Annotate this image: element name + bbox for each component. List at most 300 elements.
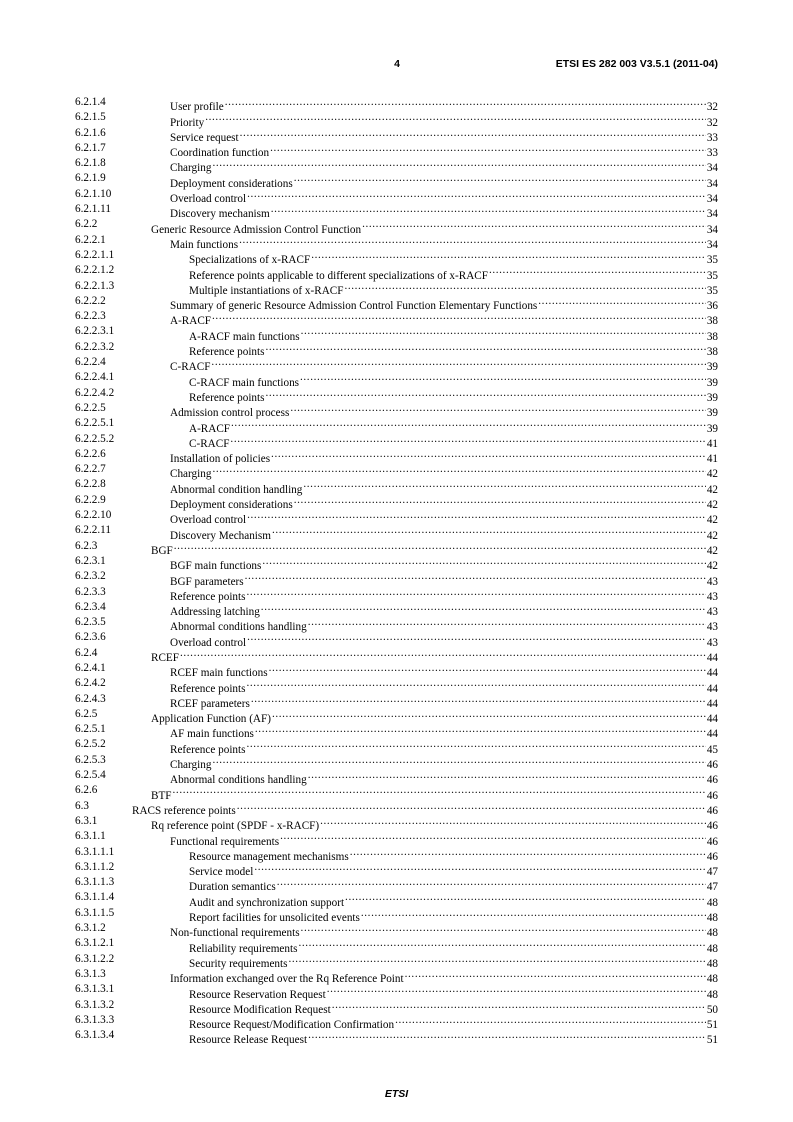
toc-section-number: 6.2.6 — [75, 784, 98, 797]
toc-entry[interactable] — [75, 309, 718, 328]
toc-entry[interactable] — [75, 217, 718, 236]
toc-entry[interactable] — [75, 829, 718, 848]
toc-section-number: 6.2.2.5.2 — [75, 432, 115, 445]
toc-section-number: 6.3.1.3.1 — [75, 983, 115, 996]
toc-entry[interactable] — [75, 646, 718, 664]
toc-section-number: 6.2.2.3.1 — [75, 325, 115, 338]
toc-section-title: Abnormal condition handling — [170, 483, 303, 496]
toc-section-title: Service model — [189, 866, 254, 879]
toc-section-number: 6.2.1.9 — [75, 172, 106, 185]
toc-entry[interactable] — [75, 141, 718, 160]
toc-dot-leader — [231, 416, 706, 431]
toc-section-title: A-RACF — [189, 422, 231, 435]
toc-page-number: 46 — [706, 804, 718, 817]
toc-entry[interactable] — [75, 523, 718, 542]
toc-section-title: Security requirements — [189, 957, 288, 970]
toc-entry[interactable] — [75, 156, 718, 175]
toc-dot-leader — [294, 493, 706, 508]
toc-page-number: 46 — [706, 820, 718, 833]
toc-section-title: RCEF — [151, 651, 179, 664]
toc-entry[interactable] — [75, 248, 718, 267]
toc-section-number: 6.2.4.2 — [75, 677, 106, 690]
toc-page-number: 39 — [706, 422, 718, 435]
toc-page-number: 48 — [706, 896, 718, 909]
toc-page-number: 51 — [706, 1019, 718, 1032]
toc-dot-leader — [362, 217, 706, 232]
toc-page-number: 46 — [706, 850, 718, 863]
toc-dot-leader — [239, 233, 706, 248]
toc-entry[interactable] — [75, 1028, 718, 1047]
toc-page-number: 45 — [706, 743, 718, 756]
toc-dot-leader — [254, 860, 706, 875]
toc-entry[interactable] — [75, 661, 718, 680]
toc-section-title: Non-functional requirements — [170, 927, 300, 940]
toc-section-title: A-RACF — [170, 315, 212, 328]
toc-entry[interactable] — [75, 692, 718, 710]
toc-section-number: 6.3.1.1.1 — [75, 845, 115, 858]
toc-page-number: 48 — [706, 927, 718, 940]
toc-entry[interactable] — [75, 462, 718, 481]
toc-section-title: Main functions — [170, 238, 239, 251]
toc-page-number: 34 — [706, 177, 718, 190]
toc-page-number: 43 — [706, 636, 718, 649]
toc-section-title: Admission control process — [170, 407, 290, 420]
toc-page-number: 43 — [706, 621, 718, 634]
toc-page-number: 39 — [706, 407, 718, 420]
toc-entry[interactable] — [75, 814, 718, 833]
toc-entry[interactable] — [75, 432, 718, 450]
toc-section-title: Specializations of x-RACF — [189, 254, 311, 267]
toc-entry[interactable] — [75, 294, 718, 313]
toc-entry[interactable] — [75, 279, 718, 297]
toc-entry[interactable] — [75, 875, 718, 894]
toc-section-title: Reliability requirements — [189, 942, 298, 955]
toc-dot-leader — [269, 661, 706, 676]
toc-section-title: Overload control — [170, 193, 247, 206]
toc-page-number: 42 — [706, 529, 718, 542]
toc-entry[interactable] — [75, 95, 718, 114]
toc-page-number: 34 — [706, 223, 718, 236]
toc-dot-leader — [246, 676, 705, 691]
toc-page-number: 36 — [706, 300, 718, 313]
toc-section-title: Deployment considerations — [170, 499, 293, 512]
toc-entry[interactable] — [75, 416, 718, 435]
toc-section-title: A-RACF main functions — [189, 330, 300, 343]
toc-section-title: Resource management mechanisms — [189, 850, 349, 863]
toc-section-number: 6.2.4.1 — [75, 661, 106, 674]
toc-dot-leader — [300, 370, 706, 385]
toc-section-title: C-RACF — [189, 437, 230, 450]
toc-dot-leader — [350, 845, 706, 860]
toc-section-number: 6.3.1.3.2 — [75, 998, 115, 1011]
toc-section-number: 6.2.2.2 — [75, 294, 106, 307]
toc-page-number: 35 — [706, 284, 718, 297]
toc-section-title: Rq reference point (SPDF - x-RACF) — [151, 820, 320, 833]
toc-page-number: 46 — [706, 835, 718, 848]
toc-section-number: 6.2.2.1.3 — [75, 279, 115, 292]
toc-section-title: Resource Release Request — [189, 1034, 308, 1047]
toc-section-title: Discovery Mechanism — [170, 529, 271, 542]
toc-entry[interactable] — [75, 630, 718, 649]
toc-entry[interactable] — [75, 477, 718, 496]
toc-section-title: BGF parameters — [170, 575, 244, 588]
toc-page-number: 41 — [706, 437, 718, 450]
toc-entry[interactable] — [75, 401, 718, 420]
toc-section-number: 6.2.2.6 — [75, 447, 106, 460]
toc-dot-leader — [311, 248, 706, 263]
toc-page-number: 47 — [706, 866, 718, 879]
toc-section-title: Generic Resource Admission Control Function — [151, 223, 362, 236]
toc-dot-leader — [237, 799, 706, 814]
toc-section-number: 6.3.1.1.5 — [75, 906, 115, 919]
toc-section-title: Reference points applicable to different specializations of x-RACF — [189, 269, 488, 282]
toc-entry[interactable] — [75, 921, 718, 940]
toc-entry[interactable] — [75, 1013, 718, 1032]
toc-section-title: Resource Reservation Request — [189, 988, 326, 1001]
toc-section-number: 6.2.3.3 — [75, 585, 106, 598]
toc-dot-leader — [246, 737, 705, 752]
toc-page-number: 43 — [706, 590, 718, 603]
toc-section-title: Service request — [170, 131, 239, 144]
toc-section-title: RCEF parameters — [170, 697, 250, 710]
toc-page-number: 34 — [706, 208, 718, 221]
toc-dot-leader — [288, 952, 705, 967]
toc-section-number: 6.2.3.2 — [75, 570, 106, 583]
toc-section-title: Reference points — [170, 743, 246, 756]
page-number: 4 — [394, 58, 400, 70]
toc-section-title: BGF — [151, 544, 173, 557]
toc-page-number: 47 — [706, 881, 718, 894]
toc-dot-leader — [212, 156, 705, 171]
toc-page-number: 39 — [706, 376, 718, 389]
toc-entry[interactable] — [75, 952, 718, 970]
toc-section-number: 6.3.1.1 — [75, 830, 106, 843]
toc-dot-leader — [320, 814, 706, 829]
toc-entry[interactable] — [75, 585, 718, 603]
toc-page-number: 51 — [706, 1034, 718, 1047]
toc-section-number: 6.2.2.3.2 — [75, 340, 115, 353]
toc-section-title: Reference points — [189, 346, 265, 359]
toc-entry[interactable] — [75, 936, 718, 955]
toc-entry[interactable] — [75, 554, 718, 573]
toc-section-title: Application Function (AF) — [151, 713, 271, 726]
toc-dot-leader — [265, 340, 705, 355]
toc-dot-leader — [240, 126, 706, 141]
toc-page-number: 33 — [706, 147, 718, 160]
toc-section-title: AF main functions — [170, 728, 254, 741]
toc-section-number: 6.2.2.3 — [75, 310, 106, 323]
toc-page-number: 41 — [706, 453, 718, 466]
toc-page-number: 43 — [706, 575, 718, 588]
toc-section-title: RACS reference points — [132, 804, 236, 817]
toc-section-number: 6.2.5 — [75, 707, 98, 720]
toc-section-title: C-RACF main functions — [189, 376, 300, 389]
toc-dot-leader — [271, 447, 706, 462]
toc-page-number: 43 — [706, 606, 718, 619]
toc-entry[interactable] — [75, 860, 718, 879]
toc-page-number: 32 — [706, 116, 718, 129]
toc-section-number: 6.2.5.4 — [75, 769, 106, 782]
toc-section-number: 6.3.1.1.3 — [75, 876, 115, 889]
toc-page-number: 35 — [706, 269, 718, 282]
toc-dot-leader — [265, 386, 705, 401]
toc-section-title: Information exchanged over the Rq Reference Point — [170, 973, 404, 986]
toc-dot-leader — [225, 95, 706, 110]
toc-dot-leader — [211, 355, 705, 370]
toc-section-number: 6.2.2.10 — [75, 509, 112, 522]
toc-dot-leader — [277, 875, 706, 890]
toc-section-title: Report facilities for unsolicited events — [189, 912, 360, 925]
toc-dot-leader — [245, 569, 706, 584]
toc-dot-leader — [344, 279, 705, 294]
toc-page-number: 38 — [706, 315, 718, 328]
toc-section-title: Reference points — [170, 590, 246, 603]
toc-entry[interactable] — [75, 202, 718, 221]
toc-section-number: 6.2.3.5 — [75, 616, 106, 629]
toc-entry[interactable] — [75, 998, 718, 1016]
toc-section-title: Charging — [170, 759, 212, 772]
toc-entry[interactable] — [75, 600, 718, 619]
toc-page-number: 48 — [706, 957, 718, 970]
toc-section-number: 6.3.1.3.4 — [75, 1029, 115, 1042]
toc-page-number: 44 — [706, 713, 718, 726]
toc-entry[interactable] — [75, 845, 718, 863]
toc-page-number: 34 — [706, 238, 718, 251]
toc-page-number: 34 — [706, 193, 718, 206]
toc-section-number: 6.2.2.11 — [75, 524, 111, 537]
toc-dot-leader — [247, 630, 706, 645]
toc-section-number: 6.2.2.8 — [75, 478, 106, 491]
toc-section-title: Multiple instantiations of x-RACF — [189, 284, 344, 297]
toc-page-number: 46 — [706, 759, 718, 772]
toc-section-number: 6.3.1.2 — [75, 922, 106, 935]
toc-section-number: 6.2.3.6 — [75, 631, 106, 644]
toc-section-number: 6.3.1.1.2 — [75, 860, 115, 873]
toc-page-number: 42 — [706, 483, 718, 496]
toc-dot-leader — [301, 921, 706, 936]
toc-dot-leader — [280, 829, 706, 844]
toc-dot-leader — [345, 890, 706, 905]
toc-page-number: 39 — [706, 361, 718, 374]
toc-section-number: 6.2.4 — [75, 646, 98, 659]
toc-entry[interactable] — [75, 386, 718, 404]
toc-entry[interactable] — [75, 615, 718, 634]
toc-entry[interactable] — [75, 982, 718, 1001]
toc-entry[interactable] — [75, 508, 718, 527]
toc-section-number: 6.2.2.4.1 — [75, 371, 115, 384]
toc-page-number: 48 — [706, 988, 718, 1001]
toc-dot-leader — [180, 646, 706, 661]
toc-entry[interactable] — [75, 569, 718, 588]
toc-dot-leader — [270, 141, 706, 156]
toc-section-number: 6.2.5.1 — [75, 723, 106, 736]
toc-section-title: Priority — [170, 116, 205, 129]
toc-entry[interactable] — [75, 110, 718, 129]
toc-entry[interactable] — [75, 722, 718, 741]
toc-dot-leader — [538, 294, 706, 309]
toc-dot-leader — [246, 585, 705, 600]
toc-section-number: 6.2.2.1 — [75, 233, 106, 246]
toc-entry[interactable] — [75, 263, 718, 282]
toc-section-title: Abnormal conditions handling — [170, 774, 307, 787]
toc-entry[interactable] — [75, 799, 718, 817]
toc-section-title: Audit and synchronization support — [189, 896, 345, 909]
toc-section-number: 6.3.1 — [75, 814, 98, 827]
toc-section-number: 6.2.2.5.1 — [75, 417, 115, 430]
toc-page-number: 33 — [706, 131, 718, 144]
toc-dot-leader — [255, 722, 706, 737]
toc-section-number: 6.2.2.1.2 — [75, 264, 115, 277]
toc-entry[interactable] — [75, 707, 718, 726]
toc-dot-leader — [205, 110, 706, 125]
toc-page-number: 42 — [706, 544, 718, 557]
toc-dot-leader — [173, 783, 706, 798]
toc-dot-leader — [212, 309, 706, 324]
toc-dot-leader — [301, 324, 706, 339]
toc-dot-leader — [212, 753, 705, 768]
toc-section-number: 6.2.1.4 — [75, 96, 106, 108]
toc-section-title: Resource Request/Modification Confirmation — [189, 1019, 395, 1032]
toc-section-number: 6.2.5.3 — [75, 753, 106, 766]
toc-section-title: Charging — [170, 162, 212, 175]
toc-section-number: 6.2.4.3 — [75, 692, 106, 705]
toc-page-number: 44 — [706, 651, 718, 664]
toc-dot-leader — [327, 982, 706, 997]
toc-section-title: RCEF main functions — [170, 667, 268, 680]
toc-page-number: 46 — [706, 774, 718, 787]
toc-section-title: Summary of generic Resource Admission Control Function Elementary Functions — [170, 300, 538, 313]
toc-dot-leader — [261, 600, 706, 615]
toc-section-number: 6.3 — [75, 799, 89, 812]
toc-dot-leader — [308, 1028, 706, 1043]
toc-dot-leader — [489, 263, 706, 278]
toc-section-number: 6.2.3.1 — [75, 554, 106, 567]
toc-page-number: 39 — [706, 391, 718, 404]
toc-section-title: BGF main functions — [170, 560, 262, 573]
toc-dot-leader — [262, 554, 705, 569]
toc-section-number: 6.2.1.5 — [75, 111, 106, 124]
toc-dot-leader — [294, 171, 706, 186]
toc-entry[interactable] — [75, 355, 718, 374]
toc-section-number: 6.2.2.1.1 — [75, 248, 115, 261]
toc-section-number: 6.2.2.7 — [75, 463, 106, 476]
toc-entry[interactable] — [75, 171, 718, 190]
toc-dot-leader — [303, 477, 705, 492]
toc-page-number: 44 — [706, 697, 718, 710]
toc-section-number: 6.2.1.6 — [75, 126, 106, 139]
toc-dot-leader — [272, 707, 706, 722]
toc-entry[interactable] — [75, 539, 718, 557]
toc-section-number: 6.2.3.4 — [75, 600, 106, 613]
toc-entry[interactable] — [75, 906, 718, 925]
toc-page-number: 38 — [706, 346, 718, 359]
toc-entry[interactable] — [75, 493, 718, 512]
toc-page-number: 46 — [706, 789, 718, 802]
toc-page-number: 35 — [706, 254, 718, 267]
toc-entry[interactable] — [75, 233, 718, 251]
toc-dot-leader — [251, 692, 706, 707]
toc-dot-leader — [290, 401, 705, 416]
toc-page-number: 34 — [706, 162, 718, 175]
toc-section-number: 6.3.1.1.4 — [75, 891, 115, 904]
toc-section-number: 6.2.2.9 — [75, 493, 106, 506]
toc-entry[interactable] — [75, 753, 718, 772]
toc-section-number: 6.3.1.2.1 — [75, 937, 115, 950]
toc-page-number: 42 — [706, 514, 718, 527]
toc-section-number: 6.2.1.7 — [75, 141, 106, 154]
toc-section-title: User profile — [170, 101, 224, 114]
toc-section-title: Abnormal conditions handling — [170, 621, 307, 634]
toc-section-title: Duration semantics — [189, 881, 276, 894]
toc-page-number: 44 — [706, 682, 718, 695]
toc-entry[interactable] — [75, 967, 718, 986]
toc-page-number: 42 — [706, 560, 718, 573]
toc-entry[interactable] — [75, 324, 718, 343]
toc-section-number: 6.2.2.4 — [75, 356, 106, 369]
toc-section-title: C-RACF — [170, 361, 211, 374]
toc-page-number: 48 — [706, 973, 718, 986]
toc-section-number: 6.3.1.2.2 — [75, 952, 115, 965]
toc-page-number: 50 — [706, 1003, 718, 1016]
toc-entry[interactable] — [75, 890, 718, 909]
toc-dot-leader — [247, 187, 706, 202]
toc-section-title: BTF — [151, 789, 172, 802]
footer-etsi: ETSI — [384, 1088, 409, 1100]
toc-section-number: 6.2.2 — [75, 218, 98, 231]
toc-dot-leader — [272, 523, 706, 538]
toc-entry[interactable] — [75, 340, 718, 359]
toc-page-number: 32 — [706, 101, 718, 114]
toc-dot-leader — [230, 432, 705, 447]
toc-dot-leader — [212, 462, 705, 477]
toc-dot-leader — [308, 615, 706, 630]
toc-page-number: 48 — [706, 942, 718, 955]
toc-section-number: 6.2.3 — [75, 539, 98, 552]
toc-dot-leader — [271, 202, 706, 217]
toc-entry[interactable] — [75, 447, 718, 466]
toc-entry[interactable] — [75, 768, 718, 787]
toc-entry[interactable] — [75, 126, 718, 144]
toc-dot-leader — [298, 936, 705, 951]
toc-section-title: Deployment considerations — [170, 177, 293, 190]
toc-section-number: 6.3.1.3 — [75, 967, 106, 980]
toc-page-number: 44 — [706, 728, 718, 741]
toc-section-number: 6.2.5.2 — [75, 738, 106, 751]
toc-section-title: Functional requirements — [170, 835, 280, 848]
toc-section-number: 6.2.2.4.2 — [75, 386, 115, 399]
toc-section-title: Addressing latching — [170, 606, 260, 619]
toc-dot-leader — [332, 998, 706, 1013]
toc-dot-leader — [174, 539, 706, 554]
toc-entry[interactable] — [75, 737, 718, 756]
toc-dot-leader — [361, 906, 706, 921]
toc-dot-leader — [308, 768, 706, 783]
toc-page-number: 48 — [706, 912, 718, 925]
toc-section-title: Reference points — [189, 391, 265, 404]
table-of-contents — [75, 95, 718, 1047]
toc-entry[interactable] — [75, 370, 718, 389]
toc-dot-leader — [395, 1013, 706, 1028]
toc-dot-leader — [405, 967, 706, 982]
toc-page-number: 42 — [706, 499, 718, 512]
toc-section-title: Overload control — [170, 514, 247, 527]
toc-page-number: 42 — [706, 468, 718, 481]
toc-section-title: Reference points — [170, 682, 246, 695]
toc-entry[interactable] — [75, 676, 718, 695]
toc-entry[interactable] — [75, 783, 718, 802]
toc-entry[interactable] — [75, 187, 718, 206]
toc-section-title: Coordination function — [170, 147, 270, 160]
